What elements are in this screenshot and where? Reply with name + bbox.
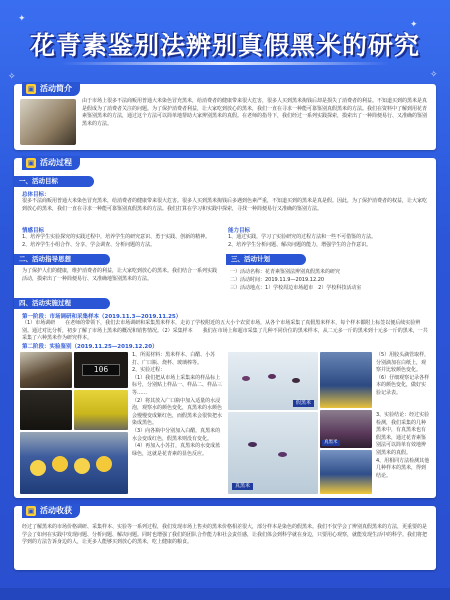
ability-goal-text: 1、通过实践，学习了实验研究的过程方法和一些不可借鉴的方法。 2、培养学生分析问题、解决问题的能力，增强学生的合作意识。 (228, 234, 377, 248)
photo-students-experiment (20, 432, 128, 494)
process-panel (14, 158, 436, 498)
goal-heading: 一、活动目标 (14, 176, 94, 187)
steps-right-a (376, 352, 430, 398)
poster-title: 花青素鉴别法辨别真假黑米的研究 (29, 31, 420, 60)
photo-students-table (320, 352, 372, 408)
student-figure (30, 460, 46, 476)
plan-item: 三）活动地点：1）学校周边市场超市 2）学校科技活动室 (230, 285, 362, 291)
step-item: （2）将其放入广口瓶中加入适量的水浸泡，观察水的颜色变化，真黑米的水颜色会慢慢变成紫红色，而假黑米会很快把水染成黑色。 (132, 397, 223, 427)
student-figure (52, 456, 68, 472)
drop-mark (278, 452, 287, 457)
steps-right-b (376, 412, 430, 480)
step-item: 1、所需材料：黑米样本、白醋、小苏打、广口瓶、烧杯、玻璃棒等。 (132, 352, 216, 366)
step-item: 2、实验过程： (132, 367, 166, 374)
student-figure (96, 456, 112, 472)
step-item: 3、实验结论：经过实验检测，我们采集的几种黑米中，有真黑米也有假黑米，通过花青素鉴别法可以简单有效地辨别黑米的真假。 (376, 412, 430, 456)
step-item: 4、用相同方法检测其他几种样本的黑米，得到结论。 (376, 457, 430, 479)
guide-text: 为了保护人们的健康，维护消费者的利益，让大家吃到放心的黑米。我们结合一系列实践活动，摸索出了一种简便易行、又准确地鉴别黑米的方法。 (22, 268, 218, 282)
intro-panel (14, 84, 436, 150)
ability-goal-label: 能力目标 (228, 228, 251, 234)
intro-tag (22, 82, 80, 96)
photo-test-dish-1 (228, 352, 318, 410)
dish-label: 真黑米 (232, 483, 253, 490)
book-icon: ▣ (27, 507, 35, 515)
sparkle-icon: ✦ (18, 14, 26, 24)
sparkle-icon: ✧ (430, 70, 438, 80)
steps-left-column (132, 352, 224, 458)
photo-black-rice (20, 390, 72, 430)
photo-test-dish-2 (228, 412, 318, 494)
intro-photo (20, 99, 76, 145)
process-tag (22, 156, 80, 170)
overall-goal-label: 总体目标： (22, 192, 50, 198)
step-item: （5）用胶头滴管取样，分别滴加在白纸上，观察并比较颜色变化。 (376, 352, 430, 374)
photo-yellow-bowl (74, 390, 128, 430)
drop-mark (292, 378, 300, 383)
impl-heading: 四、活动实施过程 (14, 298, 110, 309)
step-item: （4）再加入小苏打，真黑米的水变成蓝绿色，这就是花青素的显色反应。 (132, 443, 221, 457)
drop-mark (242, 376, 250, 381)
student-figure (74, 458, 90, 474)
emotion-goal-label: 情感目标 (22, 228, 45, 234)
plan-item: 一）活动名称：花青素鉴别法辨别真假黑米的研究 (230, 269, 341, 275)
step-item: （1）我们把从市场上采集来的样品标上标号，分别贴上样品一、样品二、样品三等…… (132, 374, 223, 396)
sparkle-icon: ✦ (410, 20, 418, 30)
title-underline (60, 62, 390, 65)
step-item: （6）仔细观察记录各样本的颜色变化，做好实验记录表。 (376, 374, 430, 396)
photo-glass-cups (320, 410, 372, 448)
photo-students-observe (320, 450, 372, 494)
harvest-tag (22, 504, 80, 518)
harvest-panel (14, 506, 436, 570)
stage1-title: 第一阶段：市场调研和采集样本（2019.11.3—2019.11.25） (22, 314, 182, 320)
overall-goal-text: 很多不法商贩用普通大米染色冒充黑米，给消费者的健康带来很大危害。很多人买到黑米掏钱后多遇到色素严重，不知道买到的黑米是真是假。因此，为了保护消费者的权益，让大家吃到放心的黑米，我们一直在寻求一种能可靠鉴别真假黑米的方法。我们打算在学习和实践中探索，寻找一种简便易行又准确的鉴别方法。 (22, 198, 428, 212)
dish-label: 假黑米 (293, 400, 314, 407)
glass-label: 真黑米 (324, 440, 338, 445)
drop-mark (248, 442, 257, 447)
bottom-strip (0, 588, 450, 600)
guide-heading: 二、活动指导思想 (14, 254, 110, 265)
harvest-tag-label: 活动收获 (40, 506, 72, 515)
plan-heading: 三、活动计划 (226, 254, 306, 265)
intro-tag-label: 活动简介 (40, 84, 72, 93)
intro-text: 由于市场上很多不法商贩用普通大米染色冒充黑米，给消费者的健康带来很大危害，很多人买到黑米掏钱后却是损失了消费者的利益。不知道买到的黑米是真是假成为了消费者关注的问题。为了保护消费者利益，让大家吃到放心的黑米，我们一直在寻求一种能可靠鉴别真假黑米的方法。我们在资料中了解到用花青素鉴别黑米的方法，通过这个方法可以简单地帮助大家辨别黑米的真假。在老师的指导下，我们经过一系列实践探索，摸索出了一种简便易行、又准确的鉴别黑米的方法。 (82, 98, 428, 127)
harvest-text: 经过了解黑米的市场价格调研、采集样本、实验等一系列过程，我们发现市场上售卖的黑米价格相差很大，部分样本是染色的假黑米。我们不仅学会了辨别真假黑米的方法，更重要的是学会了如何在实践中发现问题、分析问题、解决问题。同时也增强了我们的团队合作能力和社会责任感，让我们体会到科学就在身边，只要用心观察，就能发现生活中的科学。我们将把学到的方法告诉身边的人，让更多人能够买到放心的黑米，吃上健康的粮食。 (22, 524, 428, 546)
plan-list (230, 268, 430, 292)
scale-display: 106 (82, 364, 120, 376)
step-item: （3）向各瓶中分别加入白醋，真黑米的水会变成红色，假黑米则没有变化。 (132, 427, 221, 442)
emotion-goal-text: 1、培养学生实验探究的实践过程中，培养学生的研究意识、勇于实践、创新的精神。 2、培养学生小组合作、分享，学会调查、分析问题的方法。 (22, 234, 211, 248)
sparkle-icon: ✧ (8, 72, 16, 82)
stage2-title: 第二阶段：实验鉴别（2019.11.25—2019.12.20） (22, 344, 158, 350)
drop-mark (268, 374, 276, 379)
photo-scale (74, 352, 128, 388)
plan-item: 二）活动时间：2019.11.9—2019.12.20 (230, 277, 325, 283)
stage1-text: （1）市场调研 在老师的带领下，我们去市场调研和采集黑米样本，走访了学校附近的五大小个农贸市场，从各个市场采集了真假黑米样本，每个样本都附上标签以便后续实验辨别。通过对比分析，初步了解了市场上黑米的概况和销售情况。（2）采集样本 我们在市场上和超市采集了几种不同价位的黑米样本，从二元多一斤的黑米到十元多一斤的黑米，一共采集了六种黑米作为研究样本。 (22, 320, 428, 342)
book-icon: ▣ (27, 85, 35, 93)
photo-measuring (20, 352, 72, 388)
process-tag-label: 活动过程 (40, 158, 72, 167)
book-icon: ▣ (27, 159, 35, 167)
